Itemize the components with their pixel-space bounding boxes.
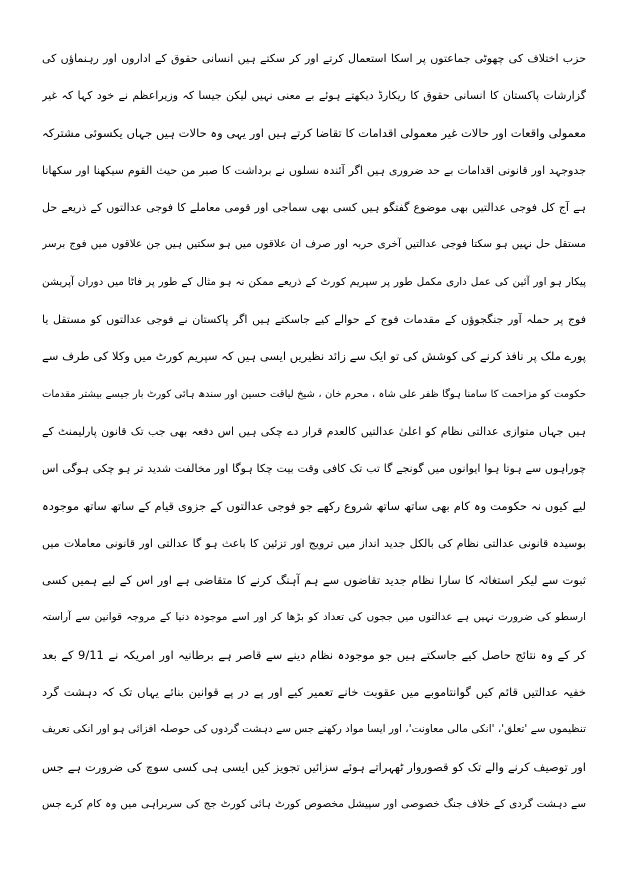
text-line: بوسیدہ قانونی عدالتی نظام کی بالکل جدید انداز میں ترویج اور تزئین کا باعث ہو گا عدالتی اور قانونی معاملات میں (42, 536, 586, 550)
text-line: ثبوت سے لیکر استغاثہ کا سارا نظام جدید تقاضوں سے ہم آہنگ کرنے کا متقاضی ہے اور اس کے لیے ہمیں کسی (42, 573, 586, 588)
text-line: چوراہوں سے ہوتا ہوا ایوانوں میں گونجے گا تب تک کافی وقت بیت چکا ہوگا اور مخالفت شدید تر ہو چکی ہوگی اس (42, 462, 586, 476)
text-line: اور توصیف کرنے والے تک کو قصوروار ٹھہراتے ہوئے سزائیں تجویز کیں ایسی ہی کسی سوچ کی ضرورت ہے جس (42, 759, 586, 774)
text-line: حزب اختلاف کی چھوٹی جماعتوں پر اسکا استعمال کرتے اور کر سکتے ہیں انسانی حقوق کے اداروں اور رہنماؤں کی (42, 52, 586, 65)
document-page (42, 40, 586, 852)
text-line: پیکار ہو اور آئین کی عمل داری مکمل طور پر سپریم کورٹ کے ذریعے ممکن نہ ہو مثال کے طور پر فاٹا میں دوران آپریشن (42, 275, 586, 288)
text-line: حکومت کو مزاحمت کا سامنا ہوگا ظفر علی شاہ ، محرم خان ، شیخ لیاقت حسین اور سندھ ہائی کورٹ بار جیسے بیشتر مقدمات (42, 388, 586, 400)
text-line: ارسطو کی ضرورت نہیں ہے عدالتوں میں ججوں کی تعداد کو بڑھا کر اور اسے موجودہ دنیا کے مروجہ قوانین سے آراستہ (42, 611, 586, 624)
text-line: گزارشات پاکستان کا انسانی حقوق کا ریکارڈ دیکھتے ہوئے بے معنی نہیں لیکن جیسا کہ وزیراعظم نے خود کہا کہ غیر (42, 89, 586, 103)
text-line: تنظیموں سے 'تعلق'، 'انکی مالی معاونت'، اور ایسا مواد رکھنے جس سے دہشت گردوں کی حوصلہ افزائی ہو اور انکی تعریف (42, 723, 586, 736)
text-line: لیے کیوں نہ حکومت وہ کام بھی ساتھ ساتھ شروع رکھے جو فوجی عدالتوں کے جزوی قیام کے ساتھ ساتھ موجودہ (42, 498, 586, 513)
text-line: جدوجہد اور قانونی اقدامات بے حد ضروری ہیں اگر آئندہ نسلوں نے برداشت کا صبر من حیث القوم سیکھنا اور سکھانا (42, 163, 586, 177)
text-line: کر کے وہ نتائج حاصل کیے جاسکتے ہیں جو موجودہ نظام دینے سے قاصر ہے برطانیہ اور امریکہ نے 9/11 کے بعد (42, 647, 586, 662)
text-line: مستقل حل نہیں ہو سکتا فوجی عدالتیں آخری حربہ اور صرف ان علاقوں میں ہو سکتیں ہیں جن علاقوں میں فوج برسر (42, 238, 586, 251)
text-line: ہے آج کل فوجی عدالتیں بھی موضوع گفتگو ہیں کسی بھی سماجی اور قومی معاملے کا فوجی عدالتوں کے ذریعے حل (42, 201, 586, 215)
text-line: ہیں جہاں متوازی عدالتی نظام کو اعلیٰ عدالتیں کالعدم قرار دے چکی ہیں اس دفعہ بھی جب تک قانون پارلیمنٹ کے (42, 424, 586, 438)
text-line: پورے ملک پر نافذ کرنے کی کوشش کی تو ایک سے زائد نظیریں ایسی ہیں کہ سپریم کورٹ میں وکلا کی طرف سے (42, 349, 586, 364)
text-line: معمولی واقعات اور حالات غیر معمولی اقدامات کا تقاضا کرتے ہیں اور یہی وہ حالات ہیں جہاں یکسوئی مشترکہ (42, 125, 586, 140)
text-line: فوج پر حملہ آور جنگجوؤں کے مقدمات فوج کے حوالے کیے جاسکتے ہیں اگر پاکستان نے فوجی عدالتوں کو مستقل یا (42, 313, 586, 327)
text-line: خفیہ عدالتیں قائم کیں گوانتاموبے میں عقوبت خانے تعمیر کیے اور پے در پے قوانین بنائے یہاں تک کہ دہشت گرد (42, 685, 586, 700)
text-line: سے دہشت گردی کے خلاف جنگ خصوصی اور سپیشل مخصوص کورٹ ہائی کورٹ جج کی سربراہی میں وہ کام کرے جس (42, 797, 586, 810)
